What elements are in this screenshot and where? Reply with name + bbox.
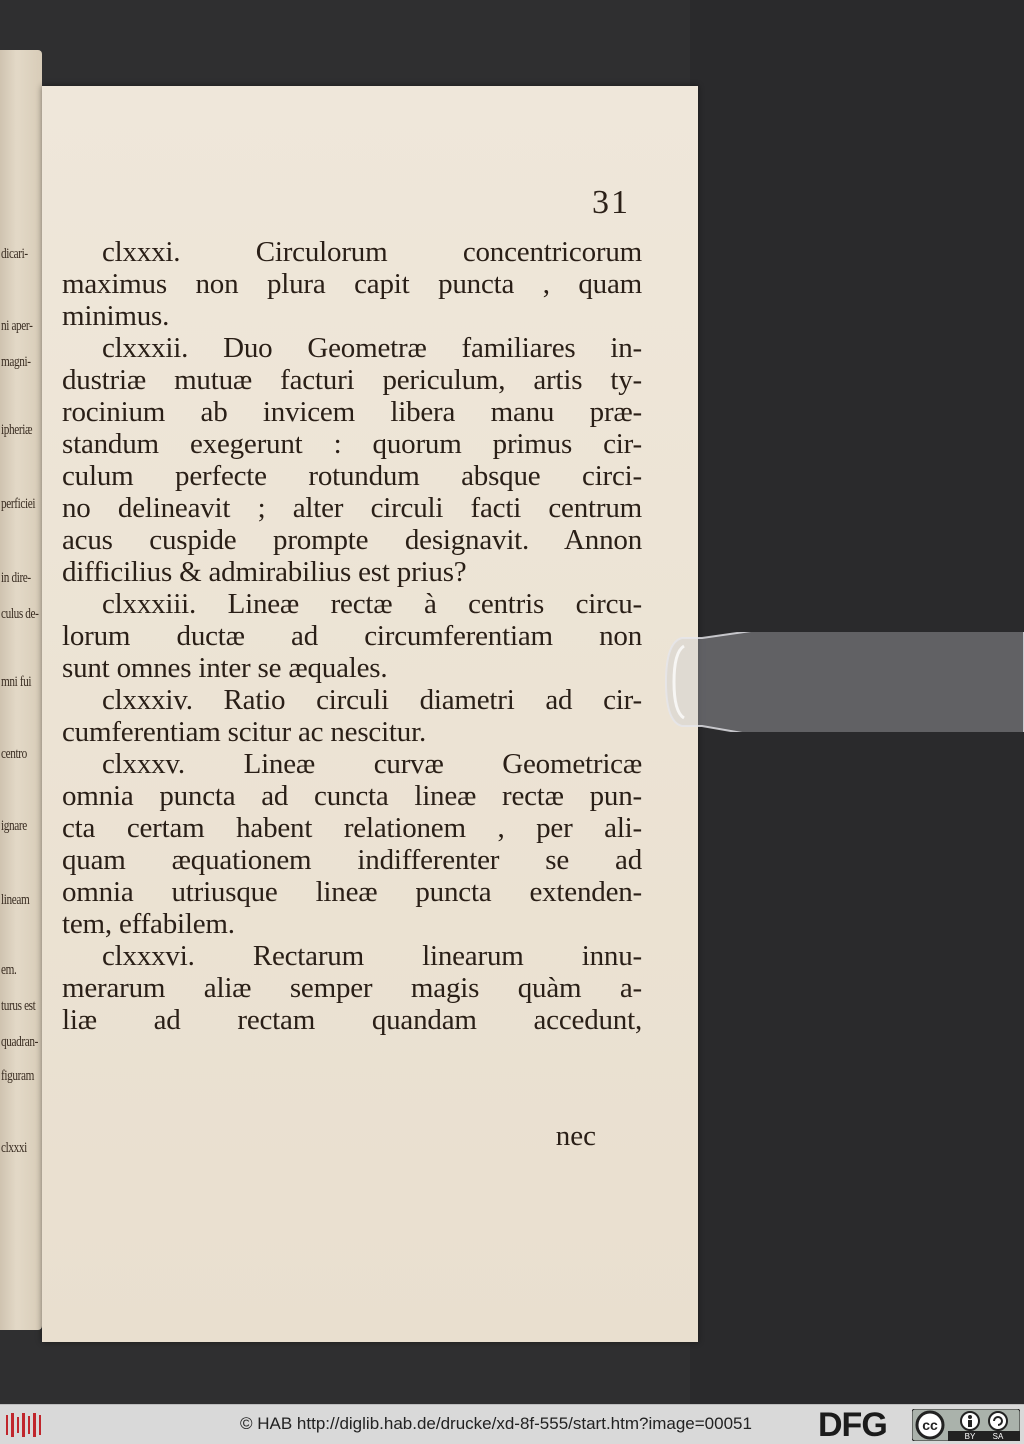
text-line: minimus. xyxy=(62,300,170,332)
left-page-fragment: mni fui xyxy=(1,674,32,690)
text-line: merarum aliæ semper magis quàm a- xyxy=(62,972,642,1004)
page-clip xyxy=(662,632,1024,732)
text-line: difficilius & admirabilius est prius? xyxy=(62,556,467,588)
text-line: maximus non plura capit puncta , quam xyxy=(62,268,642,300)
text-line: clxxxv. Lineæ curvæ Geometricæ xyxy=(102,748,642,780)
page-number: 31 xyxy=(592,184,630,221)
left-page-edge xyxy=(0,50,42,1330)
cc-icon xyxy=(917,1412,943,1438)
text-line: lorum ductæ ad circumferentiam non xyxy=(62,620,642,652)
text-line: cumferentiam scitur ac nescitur. xyxy=(62,716,427,748)
text-line: clxxxiv. Ratio circuli diametri ad cir- xyxy=(102,684,642,716)
left-page-fragment: centro xyxy=(1,746,27,762)
text-line: clxxxvi. Rectarum linearum innu- xyxy=(102,940,642,972)
left-page-fragment: in dire- xyxy=(1,570,31,586)
sa-icon xyxy=(989,1412,1007,1430)
copyright-link[interactable]: © HAB http://diglib.hab.de/drucke/xd-8f-555/start.htm?image=00051 xyxy=(240,1414,752,1433)
left-page-fragment: turus est xyxy=(1,998,36,1014)
left-page-fragment: perficiei xyxy=(1,496,36,512)
left-page-fragment: lineam xyxy=(1,892,30,908)
by-icon xyxy=(961,1412,979,1430)
svg-text:cc: cc xyxy=(922,1417,938,1433)
text-line: omnia utriusque lineæ puncta extenden- xyxy=(62,876,642,908)
text-line: culum perfecte rotundum absque circi- xyxy=(62,460,642,492)
footer-bar xyxy=(0,1404,1024,1444)
left-page-fragment: ipheriæ xyxy=(1,422,33,438)
cc-license-badge[interactable] xyxy=(912,1409,1020,1441)
text-block xyxy=(62,236,642,1036)
text-line: cta certam habent relationem , per ali- xyxy=(62,812,642,844)
by-label: BY xyxy=(964,1432,976,1441)
left-page-fragment: ignare xyxy=(1,818,27,834)
text-line: tem, effabilem. xyxy=(62,908,235,940)
text-line: clxxxi. Circulorum concentricorum xyxy=(102,236,642,268)
text-line: rocinium ab invicem libera manu præ- xyxy=(62,396,642,428)
left-page-fragment: ni aper- xyxy=(1,318,33,334)
text-line: no delineavit ; alter circuli facti centrum xyxy=(62,492,642,524)
text-line: liæ ad rectam quandam accedunt, xyxy=(62,1004,642,1036)
hab-logo-icon xyxy=(6,1413,44,1437)
left-page-fragment: magni- xyxy=(1,354,31,370)
text-line: omnia puncta ad cuncta lineæ rectæ pun- xyxy=(62,780,642,812)
text-line: acus cuspide prompte designavit. Annon xyxy=(62,524,642,556)
catchword: nec xyxy=(555,1120,596,1152)
left-page-fragment: clxxxi xyxy=(1,1140,27,1156)
book-page xyxy=(42,86,698,1342)
text-line: clxxxiii. Lineæ rectæ à centris circu- xyxy=(102,588,642,620)
dfg-logo: DFG xyxy=(818,1406,887,1444)
text-line: quam æquationem indifferenter se ad xyxy=(62,844,642,876)
text-line: dustriæ mutuæ facturi periculum, artis ty- xyxy=(62,364,642,396)
sa-label: SA xyxy=(992,1432,1004,1441)
left-page-fragment: quadran- xyxy=(1,1034,38,1050)
text-line: sunt omnes inter se æquales. xyxy=(62,652,388,684)
left-page-fragment: dicari- xyxy=(1,246,28,262)
text-line: clxxxii. Duo Geometræ familiares in- xyxy=(102,332,642,364)
left-page-fragment: culus de- xyxy=(1,606,39,622)
text-line: standum exegerunt : quorum primus cir- xyxy=(62,428,642,460)
left-page-fragment: em. xyxy=(1,962,17,978)
left-page-fragment: figuram xyxy=(1,1068,34,1084)
